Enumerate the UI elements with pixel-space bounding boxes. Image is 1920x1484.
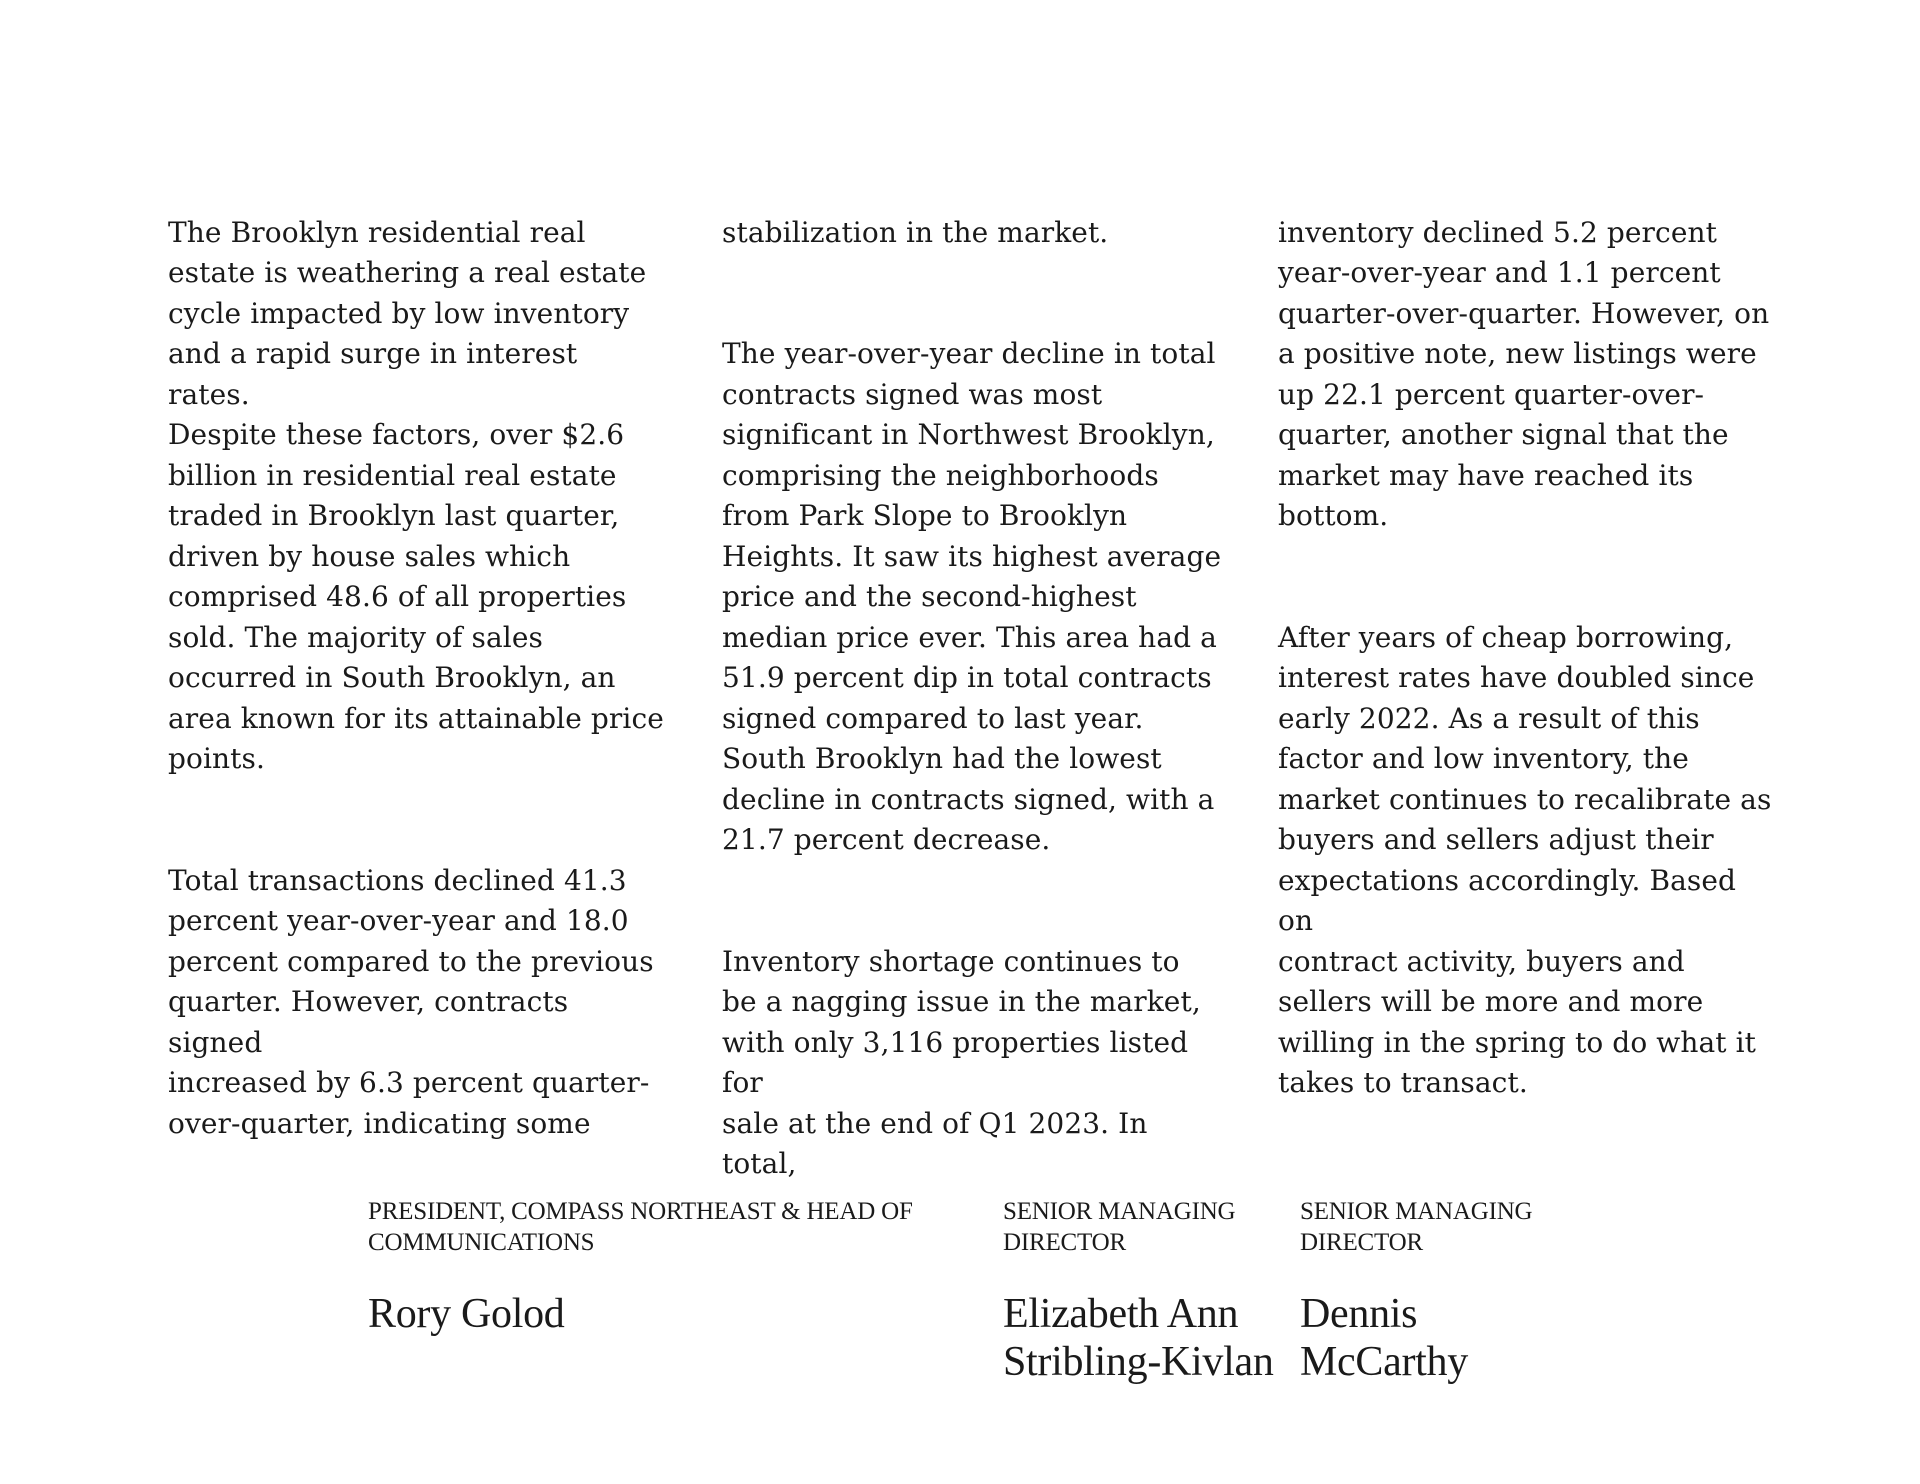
signature-block-dennis-mccarthy bbox=[1300, 1196, 1590, 1386]
signature-title: PRESIDENT, COMPASS NORTHEAST & HEAD OF COMMUNICATIONS bbox=[368, 1198, 913, 1256]
article-column-2 bbox=[722, 172, 1222, 1225]
signature-name: Rory Golod bbox=[368, 1291, 565, 1337]
article-column-1 bbox=[168, 172, 668, 1185]
signature-title: SENIOR MANAGING DIRECTOR bbox=[1300, 1198, 1533, 1256]
signature-name: Elizabeth Ann Stribling-Kivlan bbox=[1003, 1291, 1274, 1385]
paragraph: stabilization in the market. bbox=[722, 215, 1109, 249]
paragraph: inventory declined 5.2 percent year-over-year and 1.1 percent quarter-over-quarter. However, on a positive note, new listings were up 22.1 percent quarter-over- quarter, another signal that the market may have reached its bottom. bbox=[1278, 215, 1770, 532]
paragraph: After years of cheap borrowing, interest rates have doubled since early 2022. As a result of this factor and low inventory, the market continues to recalibrate as buyers and sellers adjust their expectations accordingly. Based on contract activity, buyers and sellers will be more and more willing in the spring to do what it takes to transact. bbox=[1278, 620, 1772, 1099]
signature-block-elizabeth-stribling-kivlan bbox=[1003, 1196, 1293, 1386]
signature-title: SENIOR MANAGING DIRECTOR bbox=[1003, 1198, 1236, 1256]
article-column-3 bbox=[1278, 172, 1778, 1144]
paragraph: Total transactions declined 41.3 percent year-over-year and 18.0 percent compared to the previous quarter. However, contracts signed increased by 6.3 percent quarter- over-quarter, indicating some bbox=[168, 863, 654, 1140]
signature-block-rory-golod bbox=[368, 1196, 948, 1338]
paragraph: The year-over-year decline in total contracts signed was most significant in Northwest Brooklyn, comprising the neighborhoods from Park Slope to Brooklyn Heights. It saw its highest average price and the second-highest median price ever. This area had a 51.9 percent dip in total contracts signed compared to last year. South Brooklyn had the lowest decline in contracts signed, with a 21.7 percent decrease. bbox=[722, 337, 1222, 856]
paragraph: The Brooklyn residential real estate is weathering a real estate cycle impacted by low inventory and a rapid surge in interest rates. Despite these factors, over $2.6 billion in residential real estate traded in Brooklyn last quarter, driven by house sales which comprised 48.6 of all properties sold. The majority of sales occurred in South Brooklyn, an area known for its attainable price points. bbox=[168, 215, 664, 775]
paragraph: Inventory shortage continues to be a nagging issue in the market, with only 3,116 properties listed for sale at the end of Q1 2023. In total, bbox=[722, 944, 1201, 1180]
signature-name: Dennis McCarthy bbox=[1300, 1291, 1468, 1385]
